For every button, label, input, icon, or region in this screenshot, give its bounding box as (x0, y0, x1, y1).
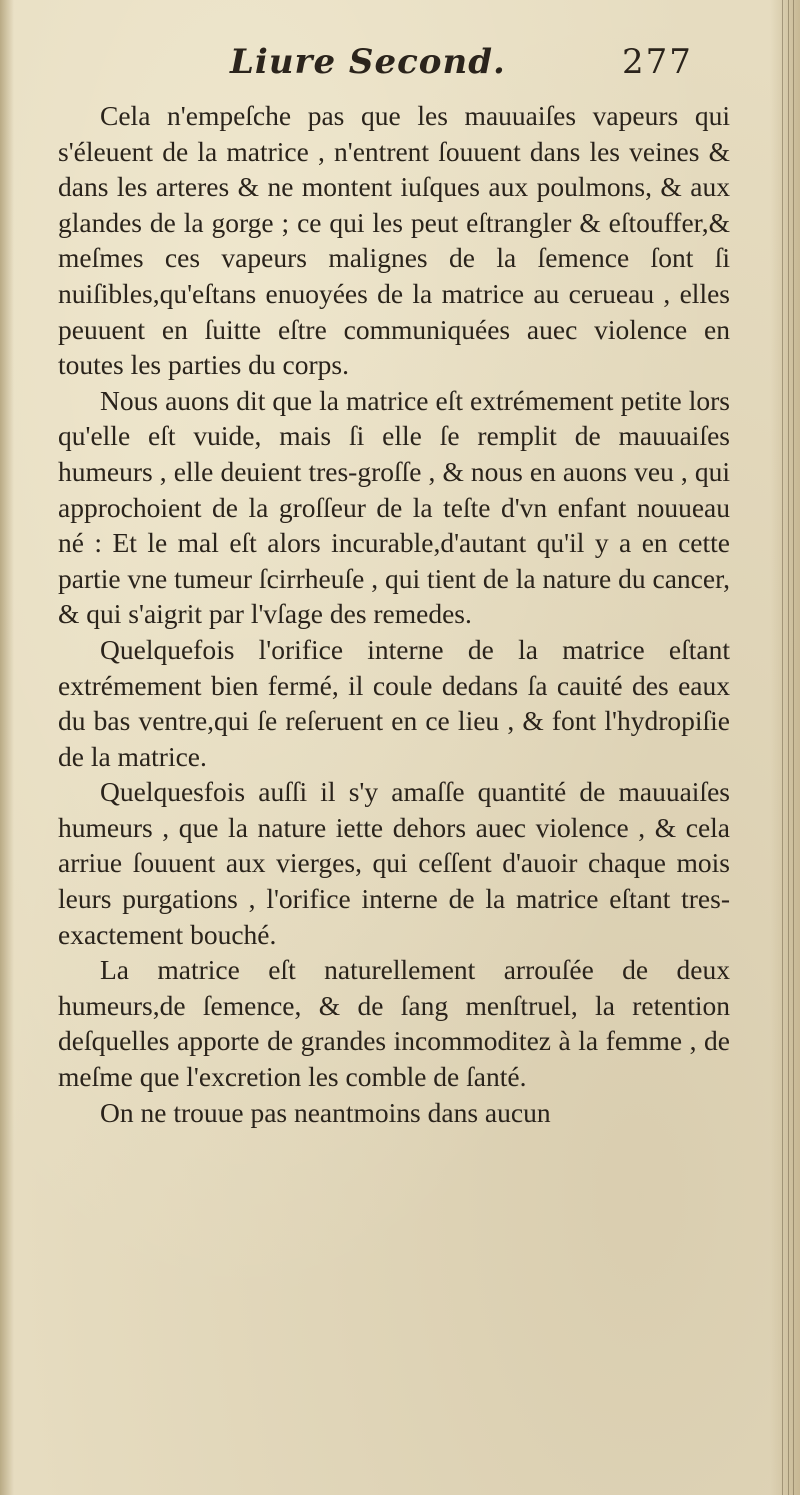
page-number: 277 (622, 42, 693, 82)
page-left-edge-shadow (0, 0, 14, 1495)
paragraph: Quelquesfois auſſi il s'y amaſſe quantité de mauuaiſes humeurs , que la nature iette dehors auec violence , & cela arriue ſouuent aux vierges, qui ceſſent d'auoir chaque mois leurs purgations , l'orifice interne de la matrice eſtant tres-exactement bouché. (58, 776, 730, 950)
paragraph: On ne trouue pas neantmoins dans aucun (100, 1096, 551, 1128)
paragraph: La matrice eſt naturellement arrouſée de deux humeurs,de ſemence, & de ſang menſtruel, la retention deſquelles apporte de grandes incommoditez à la femme , de meſme que l'excretion les comble de ſanté. (58, 954, 730, 1093)
paragraph: Quelquefois l'orifice interne de la matrice eſtant extrémement bien fermé, il coule dedans ſa cauité des eaux du bas ventre,qui ſe reſeruent en ce lieu , & font l'hydropiſie de la matrice. (58, 633, 730, 772)
paragraph: Nous auons dit que la matrice eſt extrémement petite lors qu'elle eſt vuide, mais ſi elle ſe remplit de mauuaiſes humeurs , elle deuient tres-groſſe , & nous en auons veu , qui approchoient de la groſſeur de la teſte d'vn enfant nouueau né : Et le mal eſt alors incurable,d'autant qu'il y a en cette partie vne tumeur ſcirrheuſe , qui tient de la nature du cancer, & qui s'aigrit par l'vſage des remedes. (58, 384, 730, 630)
running-title: Liure Second. (230, 42, 506, 82)
page-header (0, 40, 800, 96)
page-right-edge-stack (770, 0, 800, 1495)
paragraph: Cela n'empeſche pas que les mauuaiſes vapeurs qui s'éleuent de la matrice , n'entrent ſouuent dans les veines & dans les arteres & ne montent iuſques aux poulmons, & aux glandes de la gorge ; ce qui les peut eſtrangler & eſtouffer,& meſmes ces vapeurs malignes de la ſemence ſont ſi nuiſibles,qu'eſtans enuoyées de la matrice au cerueau , elles peuuent en ſuitte eſtre communiquées auec violence en toutes les parties du corps. (58, 100, 730, 381)
page-body-text (58, 98, 730, 1130)
